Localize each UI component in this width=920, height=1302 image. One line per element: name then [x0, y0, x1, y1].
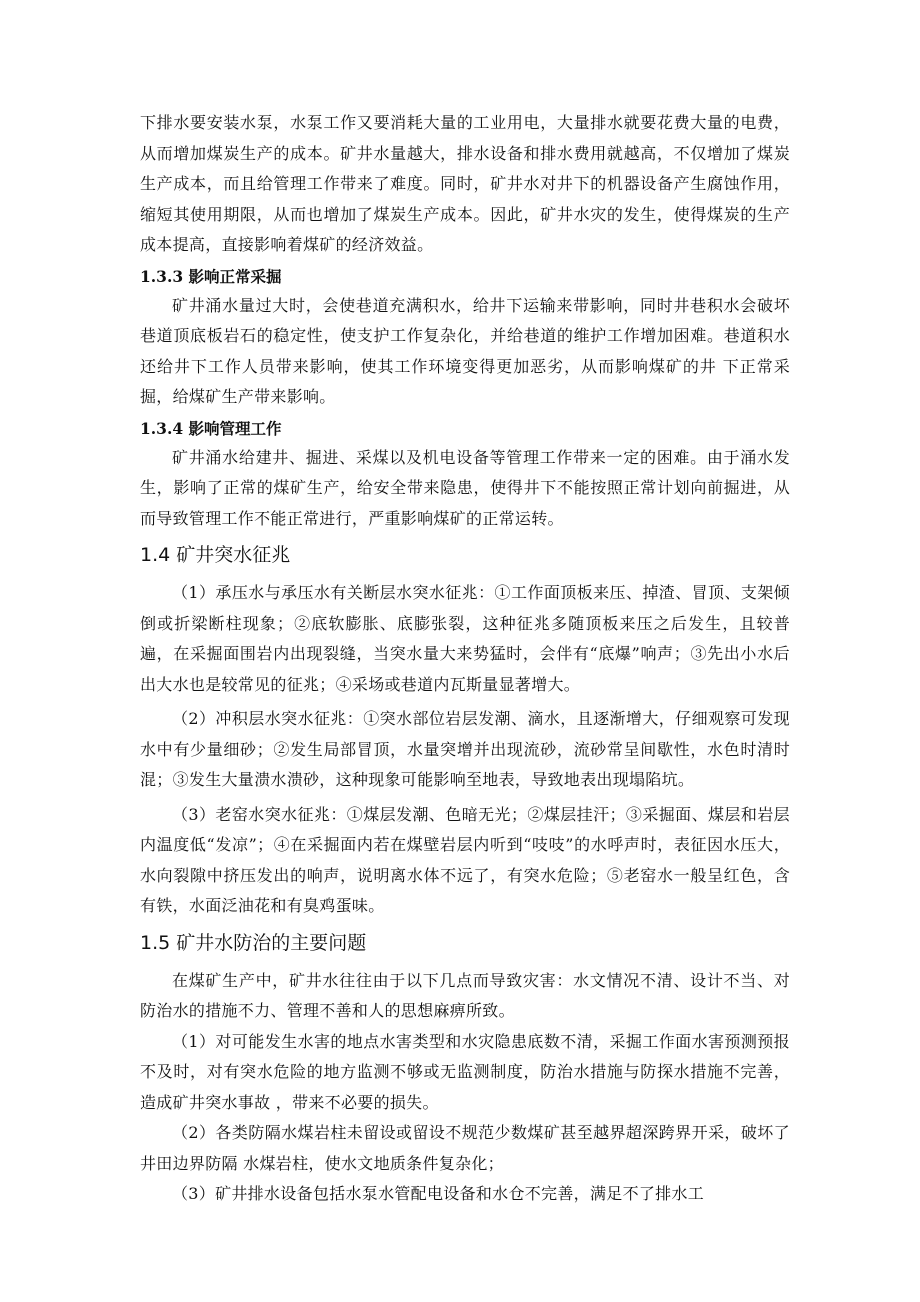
section-heading-1-3-3: 1.3.3 影响正常采掘 [140, 266, 282, 286]
paragraph-1-5-item-2: （2）各类防隔水煤岩柱未留设或留设不规范少数煤矿甚至越界超深跨界开采，破坏了井田边界防隔 水煤岩柱，使水文地质条件复杂化； [140, 1123, 790, 1173]
section-heading-1-4: 1.4 矿井突水征兆 [140, 544, 291, 566]
paragraph-1-4-item-3: （3）老窑水突水征兆：①煤层发潮、色暗无光；②煤层挂汗；③采掘面、煤层和岩层内温度低“发凉”；④在采掘面内若在煤壁岩层内听到“吱吱”的水呼声时，表征因水压大，水向裂隙中挤压发出的响声，说明离水体不远了，有突水危险；⑤老窑水一般呈红色，含有铁，水面泛油花和有臭鸡蛋味。 [140, 804, 790, 915]
paragraph-1-4-item-2: （2）冲积层水突水征兆：①突水部位岩层发潮、滴水，且逐渐增大，仔细观察可发现水中有少量细砂；②发生局部冒顶，水量突增并出现流砂，流砂常呈间歇性，水色时清时混；③发生大量溃水溃砂，这种现象可能影响至地表，导致地表出现塌陷坑。 [140, 709, 790, 789]
paragraph-1-5-item-1: （1）对可能发生水害的地点水害类型和水灾隐患底数不清，采掘工作面水害预测预报不及时，对有突水危险的地方监测不够或无监测制度，防治水措施与防探水措施不完善，造成矿井突水事故 ，带来不必要的损失。 [140, 1031, 790, 1112]
section-heading-1-3-4: 1.3.4 影响管理工作 [140, 418, 282, 438]
paragraph-1-3-3: 矿井涌水量过大时，会使巷道充满积水，给井下运输来带影响，同时井巷积水会破坏巷道顶底板岩石的稳定性，使支护工作复杂化，并给巷道的维护工作增加困难。巷道积水还给井下工作人员带来影响，使其工作环境变得更加恶劣，从而影响煤矿的井 下正常采掘，给煤矿生产带来影响。 [140, 295, 790, 406]
paragraph-1-5-intro: 在煤矿生产中，矿井水往往由于以下几点而导致灾害：水文情况不清、设计不当、对防治水的措施不力、管理不善和人的思想麻痹所致。 [140, 970, 790, 1020]
paragraph-1-3-4: 矿井涌水给建井、掘进、采煤以及机电设备等管理工作带来一定的困难。由于涌水发生，影响了正常的煤矿生产，给安全带来隐患，使得井下不能按照正常计划向前掘进，从而导致管理工作不能正常进行，严重影响煤矿的正常运转。 [140, 447, 790, 528]
paragraph-continued: 下排水要安装水泵，水泵工作又要消耗大量的工业用电，大量排水就要花费大量的电费，从而增加煤炭生产的成本。矿井水量越大，排水设备和排水费用就越高，不仅增加了煤炭生产成本，而且给管理工作带来了难度。同时，矿井水对井下的机器设备产生腐蚀作用，缩短其使用期限，从而也增加了煤炭生产成本。因此，矿井水灾的发生，使得煤炭的生产成本提高，直接影响着煤矿的经济效益。 [140, 113, 790, 254]
section-heading-1-5: 1.5 矿井水防治的主要问题 [140, 931, 367, 954]
paragraph-1-4-item-1: （1）承压水与承压水有关断层水突水征兆：①工作面顶板来压、掉渣、冒顶、支架倾倒或折梁断柱现象；②底软膨胀、底膨张裂，这种征兆多随顶板来压之后发生，且较普遍，在采掘面围岩内出现裂缝，当突水量大来势猛时，会伴有“底爆”响声；③先出小水后出大水也是较常见的征兆；④采场或巷道内瓦斯量显著增大。 [140, 583, 790, 694]
page-content [140, 108, 790, 1210]
paragraph-1-5-item-3: （3）矿井排水设备包括水泵水管配电设备和水仓不完善，满足不了排水工 [172, 1184, 705, 1203]
